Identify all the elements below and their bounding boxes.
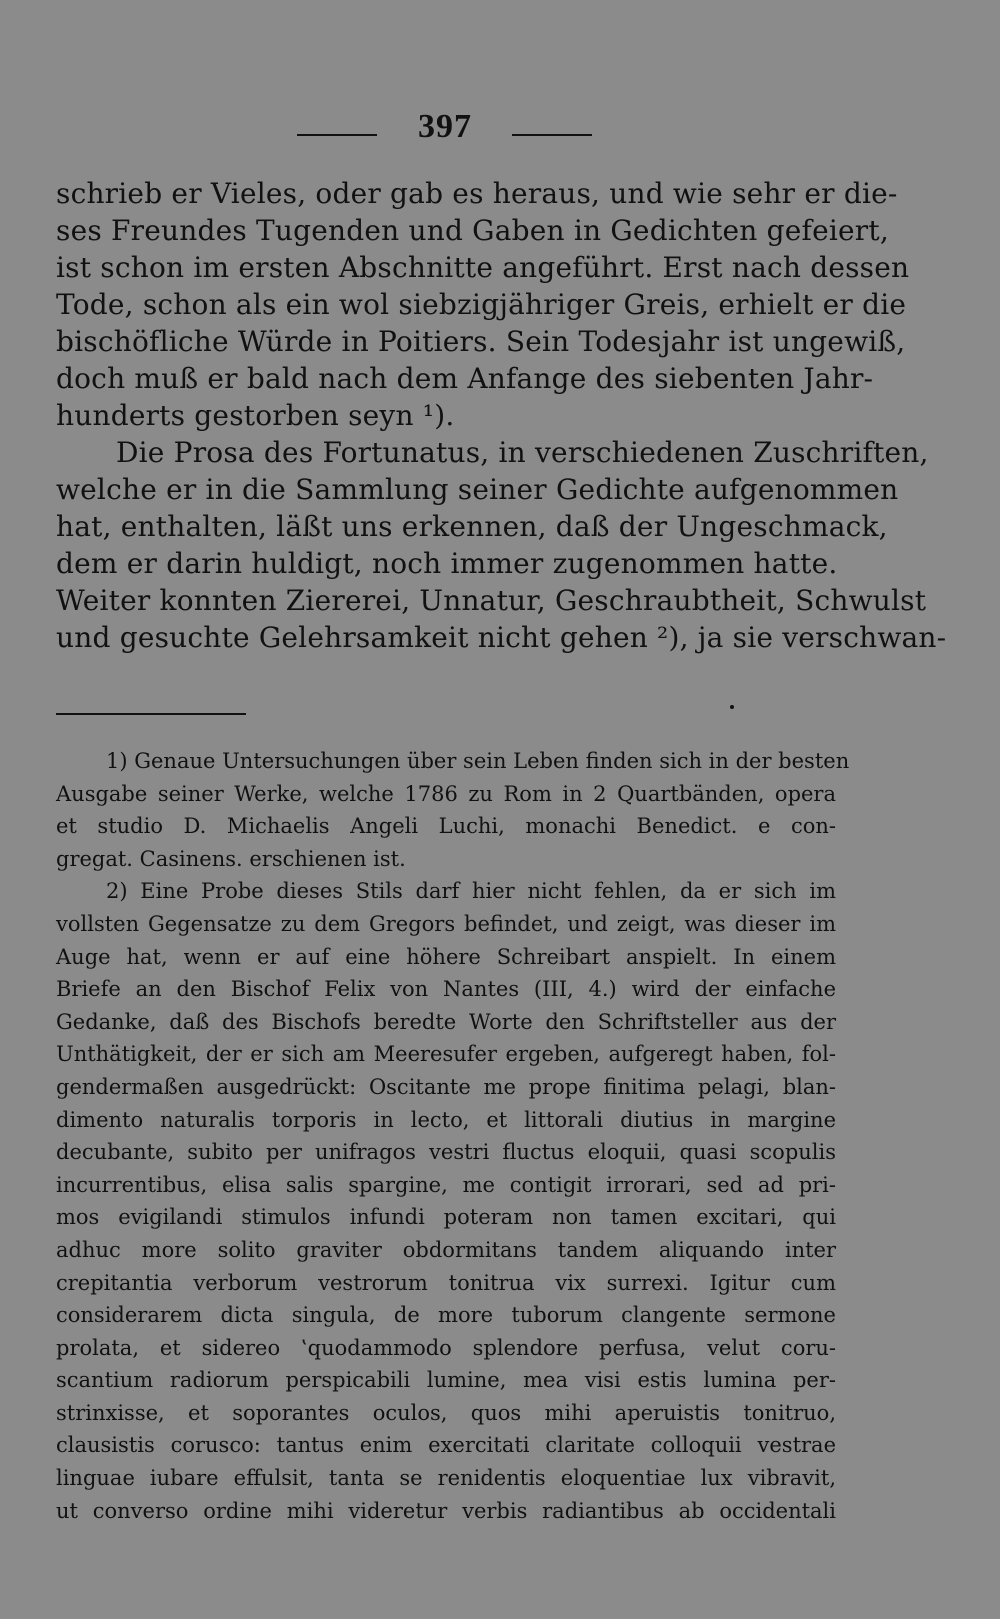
footnote-line: crepitantia verborum vestrorum tonitrua vix surrexi. Igitur cum xyxy=(56,1270,836,1295)
text-line: und gesuchte Gelehrsamkeit nicht gehen ²), ja sie verschwan- xyxy=(56,621,947,654)
footnote-line: Gedanke, daß des Bischofs beredte Worte den Schriftsteller aus der xyxy=(56,1009,836,1034)
header-rule-left xyxy=(297,134,377,136)
footnote-line: linguae iubare effulsit, tanta se renidentis eloquentiae lux vibravit, xyxy=(56,1466,836,1491)
footnote-line: et studio D. Michaelis Angeli Luchi, monachi Benedict. e con- xyxy=(56,814,836,839)
text-line: hunderts gestorben seyn ¹). xyxy=(56,399,455,432)
text-line: ses Freundes Tugenden und Gaben in Gedichten gefeiert, xyxy=(56,214,889,247)
main-text xyxy=(56,175,947,656)
footnote-line: 1) Genaue Untersuchungen über sein Leben finden sich in der besten xyxy=(106,749,850,773)
footnote-line: Auge hat, wenn er auf eine höhere Schreibart anspielt. In einem xyxy=(56,944,836,969)
text-line: ist schon im ersten Abschnitte angeführt. Erst nach dessen xyxy=(56,251,910,284)
text-line: doch muß er bald nach dem Anfange des siebenten Jahr- xyxy=(56,362,874,395)
footnote-separator xyxy=(56,713,246,715)
header-rule-right xyxy=(512,134,592,136)
footnote-line: incurrentibus, elisa salis spargine, me contigit irrorari, sed ad pri- xyxy=(56,1172,836,1197)
footnote-line: clausistis corusco: tantus enim exercitati claritate colloquii vestrae xyxy=(56,1433,836,1458)
footnote-line: Ausgabe seiner Werke, welche 1786 zu Rom in 2 Quartbänden, opera xyxy=(56,781,836,806)
text-line: hat, enthalten, läßt uns erkennen, daß der Ungeschmack, xyxy=(56,510,888,543)
text-line: Weiter konnten Ziererei, Unnatur, Geschraubtheit, Schwulst xyxy=(56,584,927,617)
text-line: dem er darin huldigt, noch immer zugenommen hatte. xyxy=(56,547,838,580)
text-line: Tode, schon als ein wol siebzigjähriger Greis, erhielt er die xyxy=(56,288,907,321)
footnote-line: dimento naturalis torporis in lecto, et littorali diutius in margine xyxy=(56,1107,836,1132)
footnote-line: scantium radiorum perspicabili lumine, mea visi estis lumina per- xyxy=(56,1368,836,1393)
text-line: schrieb er Vieles, oder gab es heraus, und wie sehr er die- xyxy=(56,177,898,210)
footnote-line: decubante, subito per unifragos vestri fluctus eloquii, quasi scopulis xyxy=(56,1140,836,1165)
page-number: 397 xyxy=(418,108,472,145)
footnote-line: adhuc more solito graviter obdormitans tandem aliquando inter xyxy=(56,1237,836,1262)
footnote-line: Briefe an den Bischof Felix von Nantes (III, 4.) wird der einfache xyxy=(56,977,836,1002)
footnote-line: ut converso ordine mihi videretur verbis radiantibus ab occidentali xyxy=(56,1498,836,1523)
footnotes xyxy=(56,745,850,1527)
text-line: welche er in die Sammlung seiner Gedichte aufgenommen xyxy=(56,473,899,506)
text-line: Die Prosa des Fortunatus, in verschiedenen Zuschriften, xyxy=(116,436,929,469)
footnote-line: 2) Eine Probe dieses Stils darf hier nicht fehlen, da er sich im xyxy=(106,879,836,904)
footnote-line: Unthätigkeit, der er sich am Meeresufer ergeben, aufgeregt haben, fol- xyxy=(56,1042,836,1067)
text-line: bischöfliche Würde in Poitiers. Sein Todesjahr ist ungewiß, xyxy=(56,325,906,358)
footnote-line: vollsten Gegensatze zu dem Gregors befindet, und zeigt, was dieser im xyxy=(56,911,836,936)
footnote-line: mos evigilandi stimulos infundi poteram non tamen excitari, qui xyxy=(56,1205,836,1230)
footnote-line: gregat. Casinens. erschienen ist. xyxy=(56,846,406,871)
footnote-line: gendermaßen ausgedrückt: Oscitante me prope finitima pelagi, blan- xyxy=(56,1074,836,1099)
print-speck xyxy=(730,705,734,709)
footnote-line: prolata, et sidereo ‛quodammodo splendore perfusa, velut coru- xyxy=(56,1335,836,1360)
page-header xyxy=(0,108,1000,158)
footnote-line: considerarem dicta singula, de more tuborum clangente sermone xyxy=(56,1303,836,1328)
footnote-line: strinxisse, et soporantes oculos, quos mihi aperuistis tonitruo, xyxy=(56,1400,836,1425)
